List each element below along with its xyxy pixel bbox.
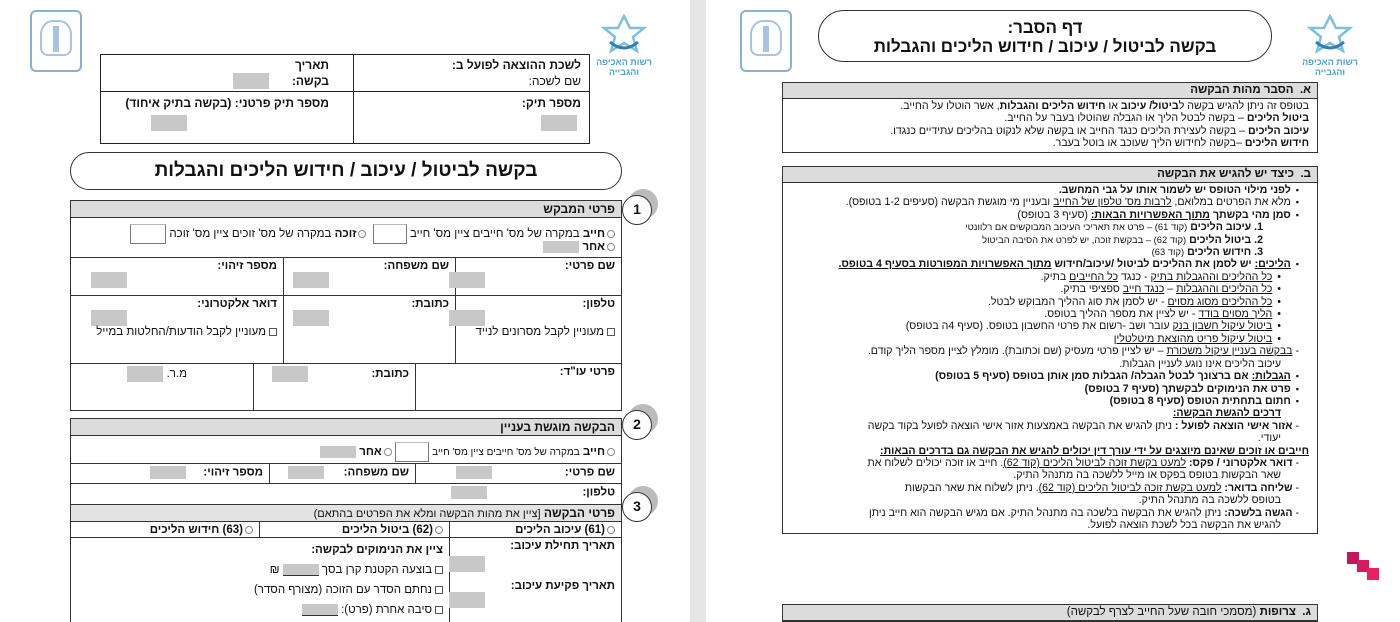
request-label: בקשה: <box>291 74 329 88</box>
suspend-radio[interactable] <box>607 526 615 534</box>
form-page <box>0 0 690 622</box>
debtor-label: חייב <box>582 228 605 241</box>
date-label: תאריך <box>294 58 329 72</box>
other-label: אחר <box>582 241 605 254</box>
office-label: לשכת ההוצאה לפועל ב: <box>451 58 581 72</box>
private-file-label: מספר תיק פרטני: (בקשה בתיק איחוד) <box>125 96 329 110</box>
s2-last-name-field[interactable] <box>288 466 324 479</box>
s2-debtor-number-field[interactable] <box>395 442 429 462</box>
section-number-3: 3 <box>622 492 652 522</box>
s2-debtor-note: במקרה של מס' חייבים ציין מס' חייב <box>432 447 580 459</box>
start-date-label: תאריך תחילת עיכוב: <box>510 540 615 552</box>
logo-text: רשות האכיפה והגבייה <box>596 57 652 77</box>
license-field[interactable] <box>127 366 163 382</box>
office-details-box <box>100 54 590 144</box>
section-a: א. הסבר מהות הבקשה בטופס זה ניתן להגיש בקשה לביטול/ עיכוב או חידוש הליכים והגבלות, אשר הוטלו על החייב. ביטול הליכים – בקשה לבטל הליך או הגבלה שהוטלו בעבר על החייב. עיכוב הליכים – בקשה לעצירת הליכים כנגד החייב או בקשה שלא לנקוט בהליכים עתידיים כנגדו. חידוש הליכים –בקשה לחידוש הליך שעוכב או בוטל בעבר. <box>782 82 1318 153</box>
email-checkbox[interactable] <box>269 328 277 336</box>
s2-debtor-radio[interactable] <box>607 448 615 456</box>
section-g-note: (מסמכי חובה שעל החייב לצרף לבקשה) <box>1066 606 1257 618</box>
logo-star-icon <box>1306 14 1354 54</box>
end-date-field[interactable] <box>449 592 485 608</box>
state-emblem-icon <box>30 10 82 72</box>
private-file-field[interactable] <box>151 115 187 131</box>
lawyer-label: פרטי עו"ד: <box>559 366 615 378</box>
email-label: דואר אלקטרוני: <box>197 298 277 310</box>
explanation-title-line1: דף הסבר: <box>1007 18 1083 37</box>
section-number-1: 1 <box>622 195 652 225</box>
s2-debtor-label: חייב <box>582 446 605 459</box>
other-reason-checkbox[interactable] <box>435 606 443 614</box>
address-field[interactable] <box>293 310 329 326</box>
last-name-field[interactable] <box>293 272 329 288</box>
creditor-note: במקרה של מס' זוכים ציין מס' זוכה <box>169 228 332 241</box>
s2-id-number-label: מספר זיהוי: <box>203 466 263 479</box>
phone-label: טלפון: <box>582 298 615 310</box>
end-date-label: תאריך פקיעת עיכוב: <box>510 580 615 592</box>
s2-other-radio[interactable] <box>384 448 392 456</box>
option-suspend-label: (61) עיכוב הליכים <box>515 524 605 536</box>
s2-first-name-label: שם פרטי: <box>564 466 615 479</box>
currency-symbol: ₪ <box>269 564 280 576</box>
cancel-radio[interactable] <box>435 526 443 534</box>
section-request-for <box>70 418 622 505</box>
sms-label: מעוניין לקבל מסרונים לנייד <box>475 326 604 338</box>
sms-checkbox[interactable] <box>607 328 615 336</box>
s2-other-field[interactable] <box>320 446 356 458</box>
explanation-title <box>818 10 1272 62</box>
s2-last-name-label: שם משפחה: <box>343 466 409 479</box>
s2-other-label: אחר <box>359 446 382 459</box>
section-b-letter: ב. <box>1300 168 1311 180</box>
renew-radio[interactable] <box>245 526 253 534</box>
creditor-label: זוכה <box>334 228 357 241</box>
explanation-title-line2: בקשה לביטול / עיכוב / חידוש הליכים והגבלות <box>873 37 1217 56</box>
other-field[interactable] <box>543 241 579 253</box>
page-divider <box>690 0 706 622</box>
id-number-label: מספר זיהוי: <box>217 260 277 272</box>
other-reason-label: סיבה אחרת (פרט): <box>341 604 432 616</box>
email-updates-label: מעוניין לקבל הודעות/החלטות במייל <box>96 326 266 338</box>
form-title: בקשה לביטול / עיכוב / חידוש הליכים והגבלות <box>70 152 622 190</box>
other-reason-field[interactable] <box>302 604 338 616</box>
lawyer-address-field[interactable] <box>272 366 308 382</box>
section-number-2: 2 <box>622 410 652 440</box>
section-b: ב. כיצד יש להגיש את הבקשה ▪ לפני מילוי הטופס יש לשמור אותו על גבי המחשב. ▪ מלא את הפרטים במלואם, לרבות מס' טלפון של החייב ובעניין מי מוגשת הבקשה (סעיפים 1-2 בטופס). ▪ סמן מהי בקשתך מתוך האפשרויות הבאות: (סעיף 3 בטופס) 1. עיכוב הליכים (קוד 61) – פרט את תאריכי העיכוב המבוקשים אם רלוונטי 2. ביטול הליכים (קוד 62) – בבקשת זוכה, יש לפרט את הסיבה הביטול 3. חידוש הליכים (קוד 63) ▪ הליכים: יש לסמן את ההליכים לביטול /עיכוב/חידוש מתוך האפשרויות המפורטות בסעיף 4 בטופס. • כל ההליכים וההגבלות בתיק - כנגד כל החייבים בתיק. • כל ההליכים וההגבלות – כנגד חייב ספציפי בתיק. • כל ההליכים מסוג מסוים - יש לסמן את סוג ההליך המבוקש לבטל. • הליך מסוים בודד - יש לציין את מספר ההליך בטופס. • ביטול עיקול חשבון בנק עובר ושב -רשום את פרטי החשבון בטופס. (סעיף 4ה בטופס) • ביטול עיקול פריט מהוצאת מיטלטלין - בבקשה בעניין עיקול משכורת – יש לציין פרטי מעסיק (שם וכתובת). מומלץ לציין מספר הליך קודם. עיכוב הליכים אינו נוגע לעניין הגבלות. ▪ הגבלות: אם ברצונך לבטל הגבלה/ הגבלות סמן אותן בטופס (סעיף 5 בטופס) ▪ פרט את הנימוקים לבקשתך (סעיף 7 בטופס) ▪ חתום בתחתית הטופס (סעיף 8 בטופס) דרכים להגשת הבקשה: - אזור אישי הוצאה לפועל : ניתן להגיש את הבקשה באמצעות אזור אישי הוצאה לפועל בקוד בקשה יעודי. חייבים או זוכים שאינם מיוצגים על ידי עורך דין יכולים להגיש את הבקשה גם בדרכים הבאות: - דואר אלקטרוני / פקס: למעט בקשת זוכה לביטול הליכים (קוד 62). חייב או זוכה יכולים לשלוח את שאר הבקשות בטופס בפקס או מייל ללשכה בה מתנהל התיק. - שליחה בדואר: למעט בקשת זוכה לביטול הליכים (קוד 62). ניתן לשלוח את שאר הבקשות בטופס ללשכה בה מתנהל התיק. - הגשה בלשכה: ניתן להגיש את הבקשה בלשכה בה מתנהל התיק. אם מגיש הבקשה הוא חייב ניתן להגיש את הבקשה בכל לשכת הוצאה לפועל. <box>782 166 1318 534</box>
email-field[interactable] <box>91 310 127 326</box>
section-request-for-header: הבקשה מוגשת בעניין <box>71 419 621 436</box>
section-g-letter: ג. <box>1302 606 1311 618</box>
debtor-number-field[interactable] <box>373 224 407 244</box>
last-name-label: שם משפחה: <box>383 260 449 272</box>
s2-id-number-field[interactable] <box>150 466 186 479</box>
id-number-field[interactable] <box>91 272 127 288</box>
enforcement-authority-logo <box>592 14 656 78</box>
date-field[interactable] <box>233 73 269 89</box>
logo-star-icon <box>600 14 648 54</box>
option-cancel-label: (62) ביטול הליכים <box>341 524 433 536</box>
file-number-label: מספר תיק: <box>521 96 581 110</box>
section-g <box>782 604 1318 622</box>
other-radio[interactable] <box>607 243 615 251</box>
state-emblem-icon <box>740 10 792 72</box>
s2-phone-label: טלפון: <box>582 486 615 499</box>
first-name-label: שם פרטי: <box>564 260 615 272</box>
principal-reduced-checkbox[interactable] <box>435 566 443 574</box>
creditor-number-field[interactable] <box>130 224 166 244</box>
section-request-details <box>70 504 622 622</box>
enforcement-authority-logo <box>1298 14 1362 78</box>
section-a-letter: א. <box>1299 84 1311 96</box>
logo-text: רשות האכיפה והגבייה <box>1302 57 1358 77</box>
section-request-details-header: פרטי הבקשה <box>543 506 615 520</box>
section-applicant <box>70 200 622 411</box>
creditor-radio[interactable] <box>358 230 366 238</box>
debtor-note: במקרה של מס' חייבים ציין מס' חייב <box>410 228 580 241</box>
reasons-label: ציין את הנימוקים לבקשה: <box>311 544 443 556</box>
floating-app-icon[interactable] <box>1345 550 1381 586</box>
address-label: כתובת: <box>411 298 449 310</box>
section-a-header: הסבר מהות הבקשה <box>1190 84 1294 96</box>
principal-amount-field[interactable] <box>283 564 319 576</box>
s2-first-name-field[interactable] <box>456 466 492 479</box>
explanation-page <box>706 0 1400 622</box>
file-number-field[interactable] <box>541 115 577 131</box>
section-g-header: צרופות <box>1259 606 1296 618</box>
start-date-field[interactable] <box>449 556 485 572</box>
office-name-label: שם לשכה: <box>528 74 581 88</box>
settlement-checkbox[interactable] <box>435 586 443 594</box>
lawyer-address-label: כתובת: <box>371 368 409 381</box>
principal-reduced-label: בוצעה הקטנת קרן בסך <box>321 564 432 576</box>
section-request-details-note: [ציין את מהות הבקשה ומלא את הפרטים בהתאם) <box>313 508 541 520</box>
s2-phone-field[interactable] <box>451 486 487 499</box>
section-applicant-header: פרטי המבקש <box>71 201 621 218</box>
settlement-label: נחתם הסדר עם הזוכה (מצורף הסדר) <box>253 584 432 596</box>
debtor-radio[interactable] <box>607 230 615 238</box>
license-label: מ.ר. <box>166 368 187 381</box>
section-b-header: כיצד יש להגיש את הבקשה <box>1157 168 1295 180</box>
option-renew-label: (63) חידוש הליכים <box>149 524 243 536</box>
